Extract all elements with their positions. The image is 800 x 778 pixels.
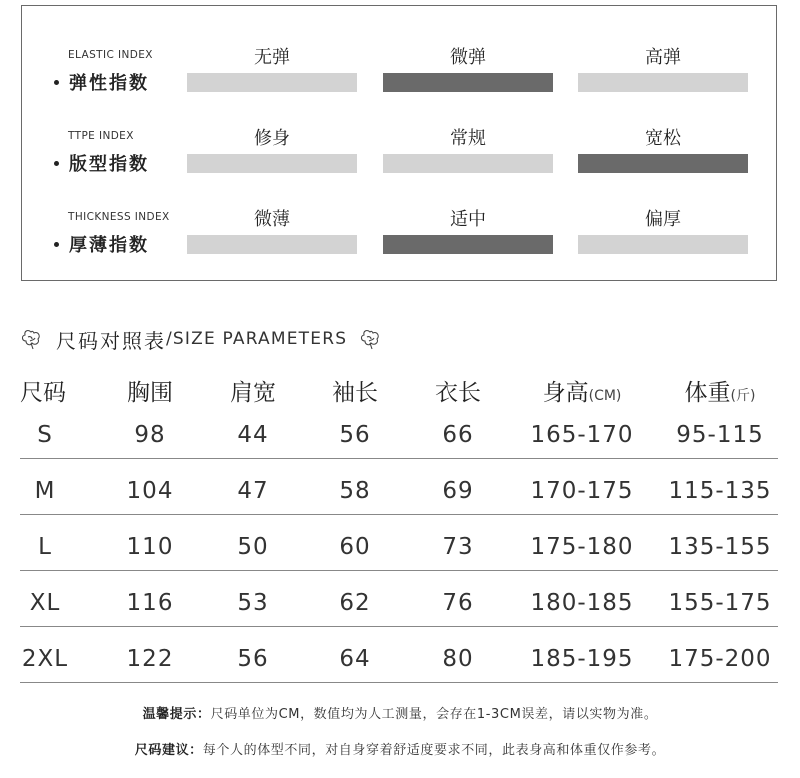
cotton-flower-icon	[20, 328, 42, 350]
level-bar	[187, 154, 357, 173]
cell-weight: 135-155	[668, 534, 772, 560]
cell-size: XL	[29, 590, 61, 616]
cell-height: 165-170	[530, 422, 634, 448]
level-label: 微弹	[450, 47, 486, 68]
level-bar	[578, 73, 748, 92]
cell-size: S	[37, 422, 53, 448]
cell-weight: 115-135	[668, 478, 772, 504]
cell-sleeve: 60	[339, 534, 371, 560]
header-sleeve: 袖长	[332, 380, 378, 406]
thickness-index-row	[22, 173, 776, 256]
cell-length: 80	[442, 646, 474, 672]
tip-note: 温馨提示：尺码单位为CM，数值均为人工测量，会存在1-3CM误差，请以实物为准。	[142, 707, 658, 722]
elastic-index-row	[22, 11, 776, 94]
header-length: 衣长	[435, 380, 481, 406]
cell-weight: 175-200	[668, 646, 772, 672]
cotton-flower-icon	[359, 328, 381, 350]
cell-height: 175-180	[530, 534, 634, 560]
level-label: 宽松	[645, 128, 681, 149]
size-parameters-header	[20, 322, 381, 356]
cell-sleeve: 56	[339, 422, 371, 448]
header-size: 尺码	[20, 380, 66, 406]
cell-chest: 116	[126, 590, 174, 616]
elastic-index-cn: 弹性指数	[54, 69, 149, 95]
bullet-dot	[54, 80, 59, 85]
level-bar	[187, 73, 357, 92]
header-shoulder: 肩宽	[230, 380, 276, 406]
cell-height: 185-195	[530, 646, 634, 672]
elastic-index-en: ELASTIC INDEX	[68, 49, 153, 61]
advice-note: 尺码建议：每个人的体型不同，对自身穿着舒适度要求不同，此表身高和体重仅作参考。	[134, 743, 666, 758]
row-divider	[20, 626, 778, 627]
size-title-en: /SIZE PARAMETERS	[166, 329, 348, 349]
cell-chest: 122	[126, 646, 174, 672]
type-index-row	[22, 92, 776, 175]
type-index-cn: 版型指数	[54, 150, 149, 176]
level-bar-active	[383, 73, 553, 92]
thickness-index-cn: 厚薄指数	[54, 231, 149, 257]
cell-chest: 98	[134, 422, 166, 448]
cell-length: 73	[442, 534, 474, 560]
bullet-dot	[54, 161, 59, 166]
cell-shoulder: 50	[237, 534, 269, 560]
cell-length: 66	[442, 422, 474, 448]
cell-size: M	[34, 478, 56, 504]
cell-length: 69	[442, 478, 474, 504]
cell-height: 180-185	[530, 590, 634, 616]
cell-length: 76	[442, 590, 474, 616]
cell-shoulder: 53	[237, 590, 269, 616]
cell-weight: 95-115	[676, 422, 764, 448]
level-bar	[578, 235, 748, 254]
cell-sleeve: 58	[339, 478, 371, 504]
fabric-index-panel	[21, 5, 777, 281]
header-weight: 体重(斤)	[684, 380, 756, 406]
level-bar	[187, 235, 357, 254]
thickness-index-en: THICKNESS INDEX	[68, 211, 170, 223]
bullet-dot	[54, 242, 59, 247]
level-label: 偏厚	[645, 209, 681, 230]
cell-weight: 155-175	[668, 590, 772, 616]
cell-chest: 104	[126, 478, 174, 504]
level-bar	[383, 154, 553, 173]
level-bar-active	[578, 154, 748, 173]
level-label: 适中	[450, 209, 486, 230]
level-label: 无弹	[254, 47, 290, 68]
row-divider	[20, 514, 778, 515]
cell-shoulder: 44	[237, 422, 269, 448]
cell-sleeve: 62	[339, 590, 371, 616]
cell-shoulder: 56	[237, 646, 269, 672]
row-divider	[20, 458, 778, 459]
level-bar-active	[383, 235, 553, 254]
level-label: 微薄	[254, 209, 290, 230]
row-divider	[20, 570, 778, 571]
level-label: 高弹	[645, 47, 681, 68]
header-chest: 胸围	[127, 380, 173, 406]
cell-sleeve: 64	[339, 646, 371, 672]
size-title-cn: 尺码对照表	[56, 328, 166, 353]
cell-chest: 110	[126, 534, 174, 560]
cell-shoulder: 47	[237, 478, 269, 504]
header-height: 身高(CM)	[542, 380, 622, 406]
cell-size: L	[38, 534, 52, 560]
level-label: 修身	[254, 128, 290, 149]
type-index-en: TTPE INDEX	[68, 130, 134, 142]
cell-size: 2XL	[21, 646, 69, 672]
row-divider	[20, 682, 778, 683]
cell-height: 170-175	[530, 478, 634, 504]
level-label: 常规	[450, 128, 486, 149]
